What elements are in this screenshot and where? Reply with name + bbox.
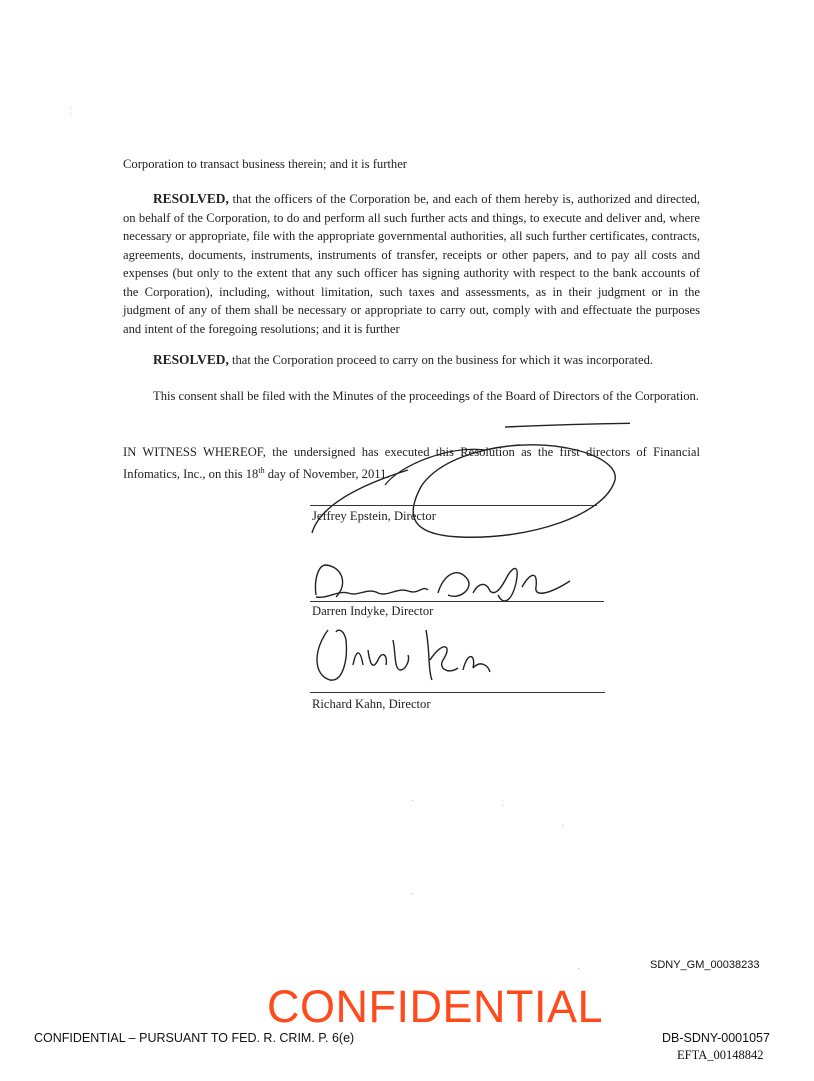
- resolution-text: that the officers of the Corporation be, and each of them hereby is, authorized and directed, on behalf of the Corporation, to do and perform all such further acts and things, to execute and deliver and, where necessary or appropriate, file with the appropriate governmental authorities, all such further certificates, contracts, agreements, documents, instruments, instruments of transfer, receipts or other papers, and to pay all costs and expenses (but only to the extent that any such officer has signing authority with respect to the bank accounts of the Corporation), including, without limitation, such taxes and assessments, as in their judgment or in the judgment of any of them shall be necessary or appropriate to carry out, comply with and effectuate the purposes and intent of the foregoing resolutions; and it is further: [123, 192, 700, 336]
- scan-speck: [70, 113, 71, 114]
- consent-paragraph: This consent shall be filed with the Minutes of the proceedings of the Board of Directors of the Corporation.: [153, 389, 699, 403]
- scan-speck: [562, 825, 563, 826]
- scan-speck: [412, 893, 413, 894]
- bates-number: DB-SDNY-0001057: [662, 1031, 770, 1045]
- signer-name: Darren Indyke, Director: [312, 604, 434, 618]
- resolved-keyword: RESOLVED,: [153, 352, 229, 367]
- signer-name: Richard Kahn, Director: [312, 697, 431, 711]
- confidential-watermark: CONFIDENTIAL: [267, 981, 604, 1032]
- resolved-keyword: RESOLVED,: [153, 191, 229, 206]
- scan-speck: [502, 805, 503, 806]
- signature-line: [310, 692, 605, 693]
- signature-line: [310, 505, 597, 506]
- scan-speck: [578, 968, 579, 969]
- signer-name: Jeffrey Epstein, Director: [312, 509, 436, 523]
- witness-date: day of November, 2011.: [264, 466, 390, 481]
- resolution-paragraph-1: [123, 190, 700, 338]
- resolution-paragraph-2: [123, 351, 700, 370]
- signature-richard-kahn: [308, 620, 608, 695]
- signature-line: [310, 601, 604, 602]
- intro-line: Corporation to transact business therein; and it is further: [123, 157, 407, 171]
- scan-speck: [412, 800, 413, 801]
- confidentiality-legend: CONFIDENTIAL – PURSUANT TO FED. R. CRIM. P. 6(e): [34, 1031, 355, 1045]
- bates-stamp-sdny-gm: SDNY_GM_00038233: [650, 959, 760, 971]
- ordinal-suffix: th: [258, 465, 265, 475]
- signature-jeffrey-epstein: [300, 415, 630, 545]
- resolution-text: that the Corporation proceed to carry on the business for which it was incorporated.: [231, 353, 654, 367]
- scan-speck: [70, 108, 71, 109]
- witness-text: IN WITNESS WHEREOF, the undersigned has executed this Resolution as the first directors of Financial Infomatics, Inc., on this 18: [123, 445, 700, 481]
- efta-number: EFTA_00148842: [677, 1048, 764, 1062]
